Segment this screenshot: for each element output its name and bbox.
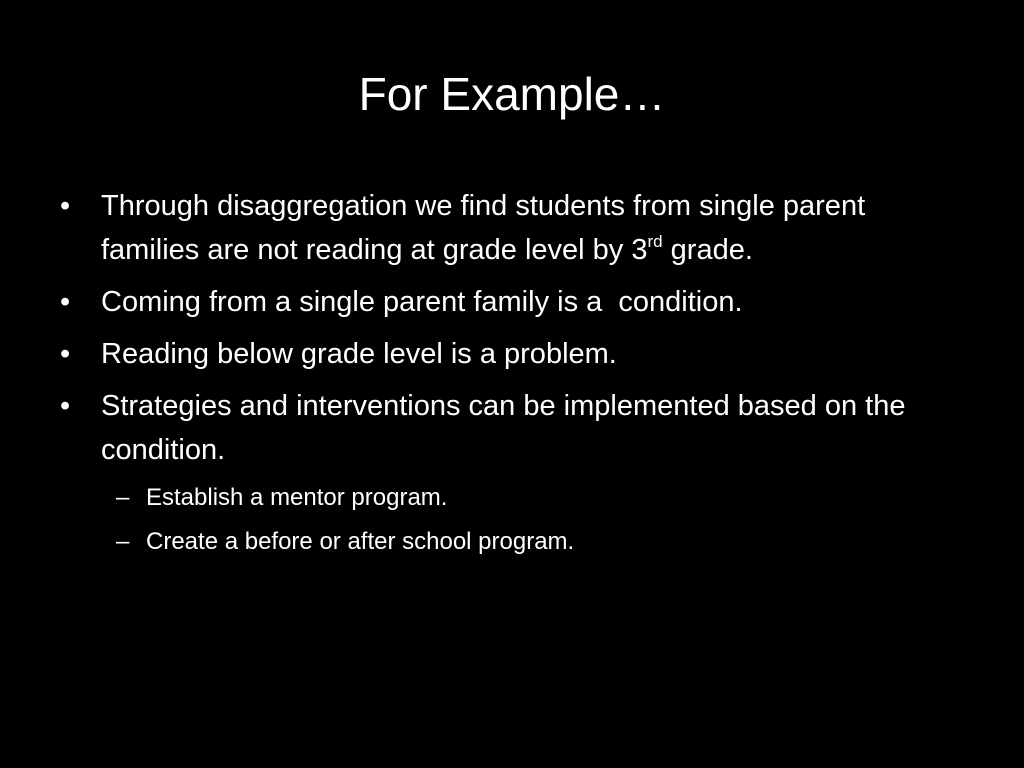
bullet-text: Reading below grade level is a problem. <box>101 338 617 370</box>
sub-bullet-item <box>116 524 958 560</box>
bullet-text: Strategies and interventions can be implemented based on the condition. <box>101 390 906 466</box>
bullet-marker: • <box>60 190 71 222</box>
bullet-marker: • <box>60 390 71 422</box>
sub-bullet-text: Establish a mentor program. <box>146 484 448 511</box>
bullet-marker: • <box>60 338 71 370</box>
bullet-item <box>58 384 958 472</box>
sub-bullet-item <box>116 480 958 516</box>
sub-bullet-marker: – <box>116 528 130 555</box>
slide-title: For Example… <box>358 68 666 120</box>
sub-bullet-text: Create a before or after school program. <box>146 528 575 555</box>
sub-bullet-marker: – <box>116 484 130 511</box>
bullet-item <box>58 280 958 324</box>
bullet-item <box>58 332 958 376</box>
bullet-marker: • <box>60 286 71 318</box>
bullet-item <box>58 184 958 272</box>
bullet-text-tail: grade. <box>662 234 753 266</box>
bullet-text: Coming from a single parent family is a condition. <box>101 286 743 318</box>
bullet-text: Through disaggregation we find students from single parent families are not reading at grade level by 3 <box>101 190 866 266</box>
ordinal-superscript: rd <box>647 232 663 251</box>
slide-body <box>58 184 958 568</box>
